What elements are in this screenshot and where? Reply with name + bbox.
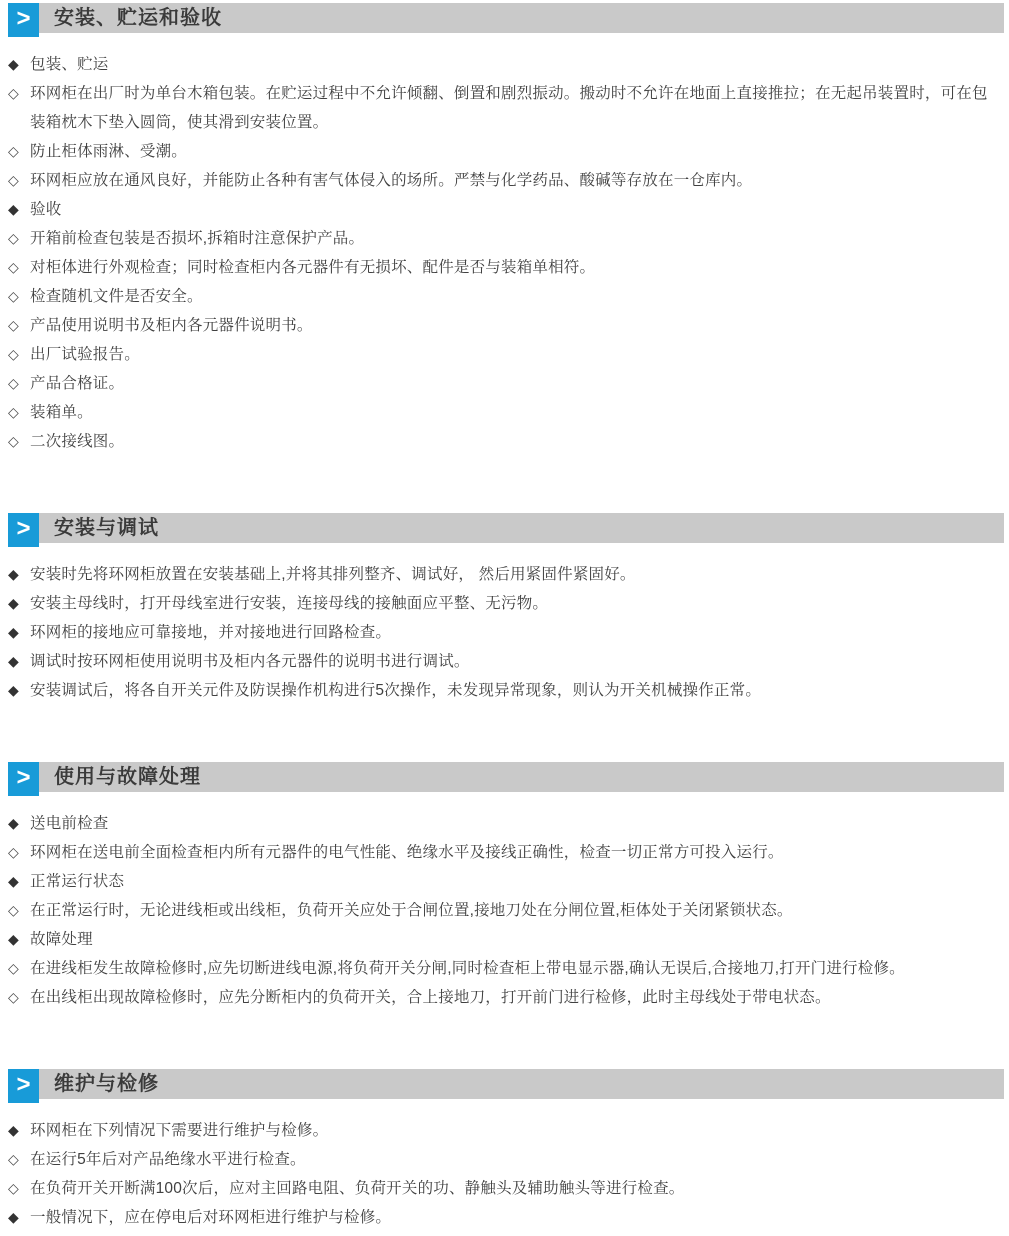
list-item-text: 验收 [30,201,62,218]
list-item-text: 产品合格证。 [30,375,125,392]
list-item-text: 安装调试后，将各自开关元件及防误操作机构进行5次操作，未发现异常现象，则认为开关机械操作正常。 [30,682,762,699]
section-item-list [0,50,1009,456]
document-section [0,1069,1009,1232]
list-item-text: 二次接线图。 [30,433,125,450]
chevron-right-icon: > [8,3,39,37]
section-item-list [0,560,1009,705]
diamond-marker-icon: ◆ [8,624,19,640]
list-item-text: 在运行5年后对产品绝缘水平进行检查。 [30,1151,306,1168]
section-header [8,3,1004,33]
diamond-marker-icon: ◇ [8,230,19,246]
list-item-text: 环网柜应放在通风良好，并能防止各种有害气体侵入的场所。严禁与化学药品、酸碱等存放在一仓库内。 [30,172,753,189]
list-item [8,398,1003,427]
diamond-marker-icon: ◆ [8,873,19,889]
diamond-marker-icon: ◇ [8,844,19,860]
list-item [8,1145,1003,1174]
diamond-marker-icon: ◆ [8,566,19,582]
list-item [8,647,1003,676]
diamond-marker-icon: ◇ [8,143,19,159]
list-item [8,983,1003,1012]
list-item [8,311,1003,340]
diamond-marker-icon: ◆ [8,1122,19,1138]
section-item-list [0,1116,1009,1232]
list-item [8,1174,1003,1203]
list-item [8,809,1003,838]
list-item-text: 在负荷开关开断满100次后，应对主回路电阻、负荷开关的功、静触头及辅助触头等进行检查。 [30,1180,685,1197]
list-item [8,79,1003,137]
diamond-marker-icon: ◆ [8,682,19,698]
section-title: 维护与检修 [54,1073,159,1095]
document-section [0,513,1009,705]
section-title: 使用与故障处理 [54,766,201,788]
section-header [8,1069,1004,1099]
list-item-text: 正常运行状态 [30,873,125,890]
list-item-text: 在正常运行时，无论进线柜或出线柜，负荷开关应处于合闸位置,接地刀处在分闸位置,柜体处于关闭紧锁状态。 [30,902,793,919]
list-item [8,896,1003,925]
section-title: 安装与调试 [54,517,159,539]
list-item [8,195,1003,224]
diamond-marker-icon: ◇ [8,259,19,275]
list-item [8,253,1003,282]
list-item-text: 送电前检查 [30,815,109,832]
list-item-text: 防止柜体雨淋、受潮。 [30,143,188,160]
list-item [8,589,1003,618]
list-item-text: 故障处理 [30,931,93,948]
list-item-text: 环网柜的接地应可靠接地，并对接地进行回路检查。 [30,624,392,641]
list-item-text: 出厂试验报告。 [30,346,140,363]
diamond-marker-icon: ◇ [8,433,19,449]
list-item-text: 对柜体进行外观检查；同时检查柜内各元器件有无损坏、配件是否与装箱单相符。 [30,259,596,276]
section-item-list [0,809,1009,1012]
list-item-text: 环网柜在送电前全面检查柜内所有元器件的电气性能、绝缘水平及接线正确性，检查一切正常方可投入运行。 [30,844,784,861]
list-item [8,838,1003,867]
diamond-marker-icon: ◇ [8,902,19,918]
list-item-text: 环网柜在出厂时为单台木箱包装。在贮运过程中不允许倾翻、倒置和剧烈振动。搬动时不允许在地面上直接推拉；在无起吊装置时，可在包装箱枕木下垫入圆筒，使其滑到安装位置。 [30,85,988,131]
list-item-text: 在进线柜发生故障检修时,应先切断进线电源,将负荷开关分闸,同时检查柜上带电显示器,确认无误后,合接地刀,打开门进行检修。 [30,960,905,977]
diamond-marker-icon: ◇ [8,346,19,362]
list-item [8,560,1003,589]
list-item [8,340,1003,369]
list-item [8,427,1003,456]
list-item-text: 包装、贮运 [30,56,109,73]
list-item-text: 检查随机文件是否安全。 [30,288,203,305]
list-item [8,369,1003,398]
list-item [8,1203,1003,1232]
diamond-marker-icon: ◆ [8,653,19,669]
list-item-text: 装箱单。 [30,404,93,421]
diamond-marker-icon: ◇ [8,960,19,976]
chevron-right-icon: > [8,1069,39,1103]
list-item-text: 开箱前检查包装是否损坏,拆箱时注意保护产品。 [30,230,365,247]
diamond-marker-icon: ◇ [8,989,19,1005]
diamond-marker-icon: ◆ [8,1209,19,1225]
diamond-marker-icon: ◇ [8,172,19,188]
list-item [8,224,1003,253]
diamond-marker-icon: ◇ [8,375,19,391]
list-item-text: 一般情况下，应在停电后对环网柜进行维护与检修。 [30,1209,392,1226]
list-item [8,676,1003,705]
list-item [8,1116,1003,1145]
list-item [8,618,1003,647]
diamond-marker-icon: ◇ [8,1180,19,1196]
list-item [8,954,1003,983]
list-item [8,925,1003,954]
diamond-marker-icon: ◇ [8,85,19,101]
list-item [8,50,1003,79]
list-item-text: 调试时按环网柜使用说明书及柜内各元器件的说明书进行调试。 [30,653,470,670]
diamond-marker-icon: ◆ [8,815,19,831]
diamond-marker-icon: ◆ [8,56,19,72]
document-section [0,3,1009,456]
chevron-right-icon: > [8,513,39,547]
chevron-right-icon: > [8,762,39,796]
list-item [8,282,1003,311]
document-section [0,762,1009,1012]
diamond-marker-icon: ◇ [8,404,19,420]
diamond-marker-icon: ◇ [8,1151,19,1167]
list-item [8,867,1003,896]
list-item-text: 产品使用说明书及柜内各元器件说明书。 [30,317,313,334]
list-item-text: 安装时先将环网柜放置在安装基础上,并将其排列整齐、调试好， 然后用紧固件紧固好。 [30,566,636,583]
list-item-text: 在出线柜出现故障检修时，应先分断柜内的负荷开关，合上接地刀，打开前门进行检修，此时主母线处于带电状态。 [30,989,831,1006]
list-item-text: 安装主母线时，打开母线室进行安装，连接母线的接触面应平整、无污物。 [30,595,549,612]
diamond-marker-icon: ◇ [8,288,19,304]
list-item-text: 环网柜在下列情况下需要进行维护与检修。 [30,1122,329,1139]
diamond-marker-icon: ◆ [8,595,19,611]
list-item [8,137,1003,166]
diamond-marker-icon: ◆ [8,201,19,217]
section-title: 安装、贮运和验收 [54,7,222,29]
list-item [8,166,1003,195]
section-header [8,762,1004,792]
diamond-marker-icon: ◆ [8,931,19,947]
section-header [8,513,1004,543]
diamond-marker-icon: ◇ [8,317,19,333]
